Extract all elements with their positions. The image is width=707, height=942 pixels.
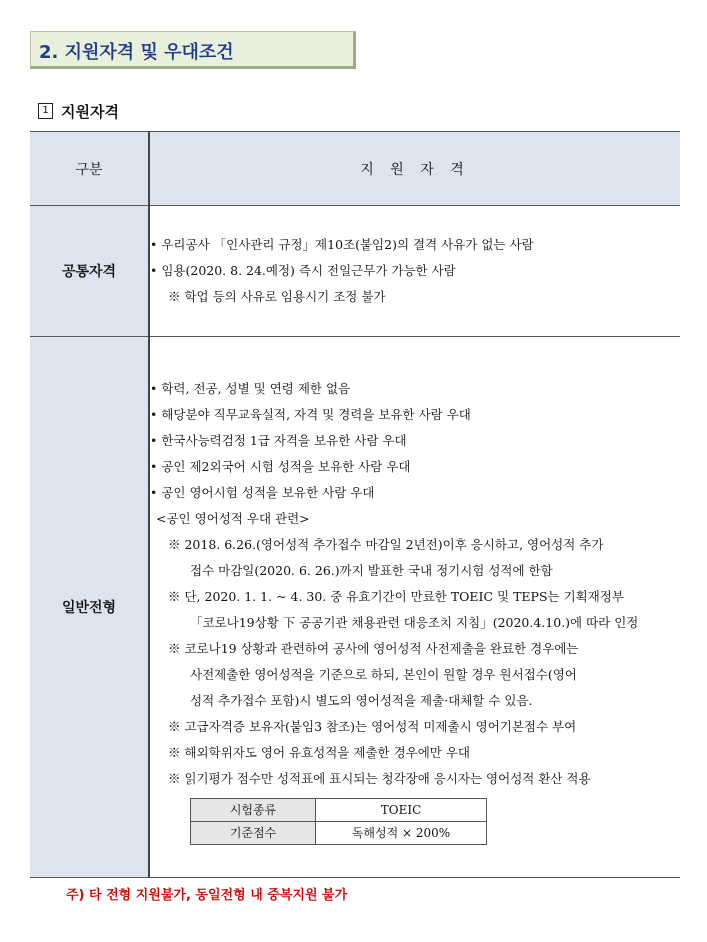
general-note: ※ 2018. 6.26.(영어성적 추가접수 마감일 2년전)이후 응시하고, 영어성적 추가 (168, 536, 604, 552)
general-note-cont: 사전제출한 영어성적을 기준으로 하되, 본인이 원할 경우 원서접수(영어 (190, 666, 577, 682)
header-qualification: 지 원 자 격 (149, 132, 680, 206)
general-line: • 공인 제2외국어 시험 성적을 보유한 사람 우대 (150, 458, 411, 474)
qualification-table (30, 131, 680, 878)
inner-key: 기준점수 (191, 821, 316, 844)
common-note: ※ 학업 등의 사유로 임용시기 조정 불가 (168, 289, 386, 304)
common-line: • 임용(2020. 8. 24.예정) 즉시 전일근무가 가능한 사람 (150, 263, 456, 278)
footnote: 주) 타 전형 지원불가, 동일전형 내 중복지원 불가 (66, 888, 348, 903)
general-line: • 해당분야 직무교육실적, 자격 및 경력을 보유한 사람 우대 (150, 406, 471, 422)
section-title: 2. 지원자격 및 우대조건 (39, 42, 234, 63)
subsection-heading (38, 101, 119, 122)
row-content-general (149, 337, 680, 878)
general-note-cont: 접수 마감일(2020. 6. 26.)까지 발표한 국내 정기시험 성적에 한함 (190, 562, 553, 578)
row-label-general: 일반전형 (30, 337, 149, 878)
general-note-cont: 「코로나19상황 下 공공기관 채용관련 대응조치 지침」(2020.4.10.)에 따라 인정 (190, 614, 639, 630)
boxed-number-marker: 1 (38, 103, 53, 119)
general-line: • 학력, 전공, 성별 및 연령 제한 없음 (150, 380, 351, 396)
inner-table-row (191, 821, 487, 844)
subsection-title: 지원자격 (61, 103, 119, 121)
row-content-common (149, 206, 680, 337)
general-note: ※ 읽기평가 점수만 성적표에 표시되는 청각장애 응시자는 영어성적 환산 적용 (168, 770, 591, 786)
general-line: • 공인 영어시험 성적을 보유한 사람 우대 (150, 484, 375, 500)
general-note: ※ 단, 2020. 1. 1. ~ 4. 30. 중 유효기간이 만료한 TOEIC 및 TEPS는 기획재정부 (168, 588, 624, 604)
toeic-conversion-table (190, 798, 487, 845)
common-line: • 우리공사 「인사관리 규정」제10조(붙임2)의 결격 사유가 없는 사람 (150, 237, 534, 252)
inner-value: 독해성적 × 200% (316, 821, 487, 844)
general-note-cont: 성적 추가접수 포함)시 별도의 영어성적을 제출·대체할 수 있음. (190, 692, 533, 708)
inner-value: TOEIC (316, 798, 487, 821)
header-category: 구분 (30, 132, 149, 206)
row-label-common: 공통자격 (30, 206, 149, 337)
table-row-common (30, 206, 680, 337)
general-line: • 한국사능력검정 1급 자격을 보유한 사람 우대 (150, 432, 407, 448)
section-title-box (30, 31, 356, 69)
table-header-row (30, 132, 680, 206)
general-note: ※ 해외학위자도 영어 유효성적을 제출한 경우에만 우대 (168, 744, 470, 760)
inner-key: 시험종류 (191, 798, 316, 821)
english-score-subheading: <공인 영어성적 우대 관련> (156, 510, 310, 526)
general-note: ※ 코로나19 상황과 관련하여 공사에 영어성적 사전제출을 완료한 경우에는 (168, 640, 579, 656)
table-row-general (30, 337, 680, 878)
general-note: ※ 고급자격증 보유자(붙임3 참조)는 영어성적 미제출시 영어기본점수 부여 (168, 718, 577, 734)
inner-table-row (191, 798, 487, 821)
